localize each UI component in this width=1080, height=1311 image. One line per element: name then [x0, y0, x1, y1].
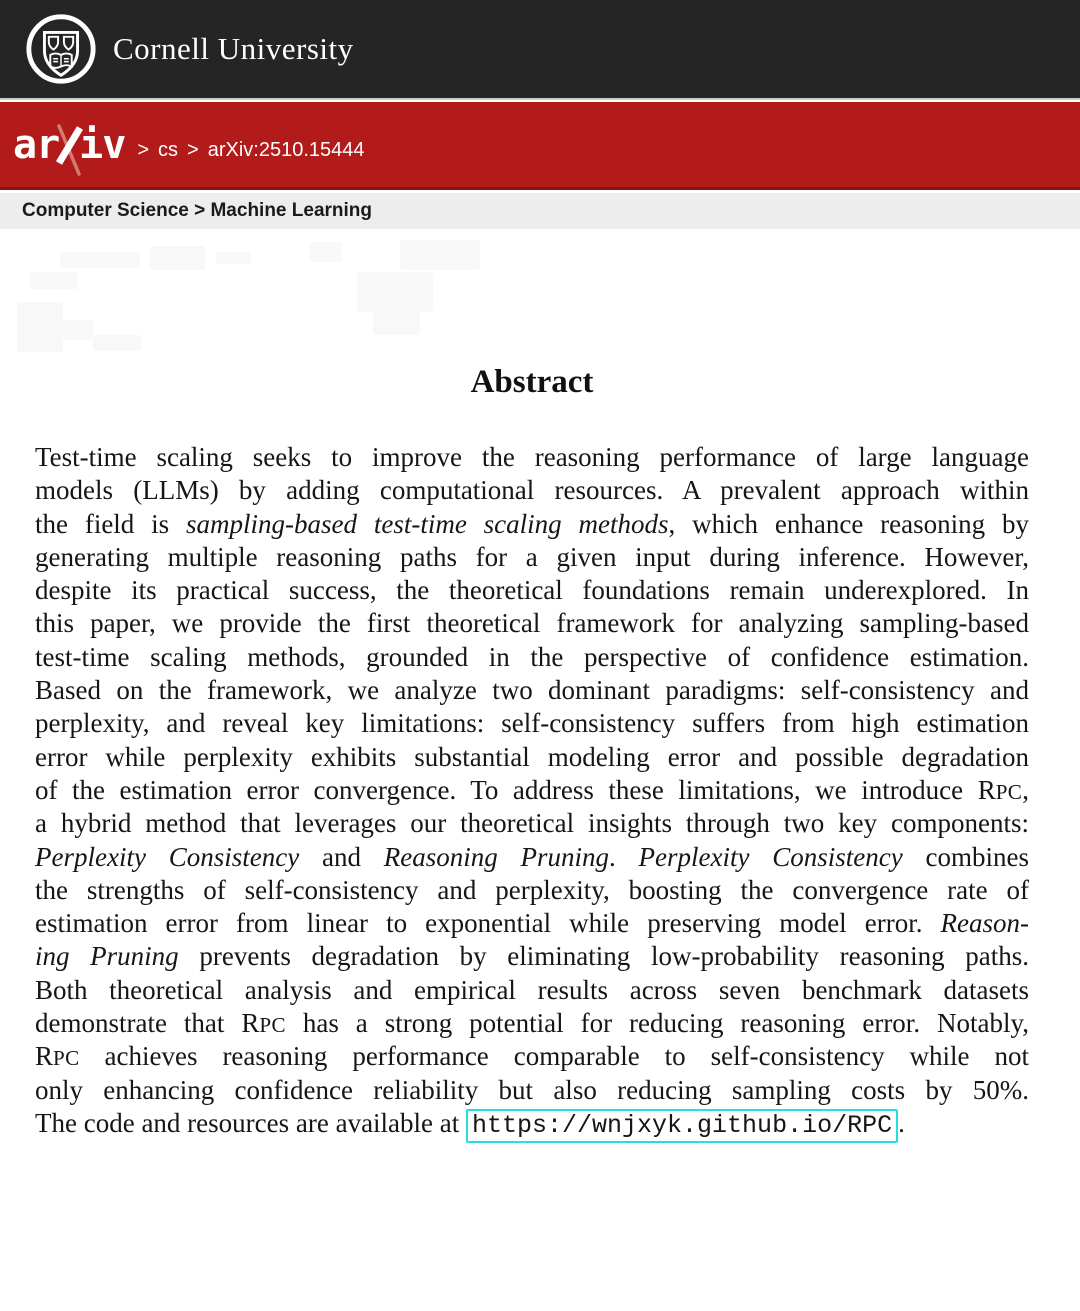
cornell-seal-icon: [24, 12, 98, 86]
subject-breadcrumb-text: Computer Science > Machine Learning: [22, 200, 373, 221]
abstract-text-segment: Both theoretical analysis and empirical results across seven benchmark datasets: [35, 974, 1029, 1005]
abstract-text-segment: R: [241, 1008, 260, 1039]
abstract-line: [35, 641, 1029, 674]
abstract-line: [35, 607, 1029, 640]
abstract-line: [35, 574, 1029, 607]
blurred-text-artifact: [400, 240, 480, 270]
blurred-text-artifact: [30, 272, 78, 289]
abstract-line: [35, 774, 1029, 807]
abstract-text-segment: and: [299, 841, 384, 872]
breadcrumb-cs-link[interactable]: cs: [158, 139, 179, 161]
abstract-text-segment: models (LLMs) by adding computational resources. A prevalent approach within: [35, 475, 1029, 506]
abstract-line: [35, 474, 1029, 507]
abstract-text-segment: sampling-based test-time scaling methods: [186, 508, 669, 539]
blurred-text-artifact: [62, 320, 94, 340]
abstract-text-segment: Reasoning Pruning: [383, 841, 610, 872]
abstract-line: [35, 441, 1029, 474]
abstract-line: [35, 874, 1029, 907]
blurred-text-artifact: [373, 302, 420, 335]
abstract-body: [35, 441, 1029, 1140]
arxiv-logo-text-ar: ar: [13, 121, 60, 168]
abstract-line: [35, 841, 1029, 874]
arxiv-banner: [0, 102, 1080, 190]
abstract-text-segment: has a strong potential for reducing reasoning error. Notably,: [285, 1008, 1029, 1039]
abstract-text-segment: error while perplexity exhibits substantial modeling error and possible degradation: [35, 741, 1029, 772]
abstract-text-segment: generating multiple reasoning paths for a given input during inference. However,: [35, 541, 1029, 572]
blurred-text-artifact: [93, 335, 141, 351]
arxiv-logo-link[interactable]: [13, 117, 125, 173]
abstract-text-segment: test-time scaling methods, grounded in the perspective of confidence estimation.: [35, 641, 1029, 672]
abstract-line: [35, 508, 1029, 541]
abstract-line: [35, 940, 1029, 973]
abstract-text-segment: despite its practical success, the theoretical foundations remain underexplored. In: [35, 575, 1029, 606]
abstract-line: [35, 1007, 1029, 1040]
abstract-text-segment: , which enhance reasoning by: [668, 508, 1029, 539]
abstract-line: [35, 741, 1029, 774]
abstract-line: [35, 674, 1029, 707]
abstract-text-segment: ,: [1022, 774, 1029, 805]
abstract-text-segment: Based on the framework, we analyze two dominant paradigms: self-consistency and: [35, 675, 1029, 706]
abstract-text-segment: achieves reasoning performance comparable to self-consistency while not: [79, 1041, 1029, 1072]
subject-breadcrumb-bar: [0, 193, 1080, 229]
abstract-text-segment: the strengths of self-consistency and perplexity, boosting the convergence rate of: [35, 874, 1029, 905]
abstract-text-segment: the field is: [35, 508, 186, 539]
cornell-university-link[interactable]: Cornell University: [113, 31, 354, 66]
abstract-line: [35, 907, 1029, 940]
arxiv-breadcrumb: [137, 139, 364, 162]
abstract-text-segment: PC: [259, 1013, 286, 1038]
abstract-text-segment: only enhancing confidence reliability but also reducing sampling costs by 50%.: [35, 1074, 1029, 1105]
abstract-text-segment: .: [609, 841, 639, 872]
cornell-header-banner: [0, 0, 1080, 100]
abstract-text-segment: Perplexity Consistency: [638, 841, 903, 872]
abstract-text-segment: PC: [995, 779, 1023, 804]
abstract-line: [35, 707, 1029, 740]
abstract-text-segment: Test-time scaling seeks to improve the reasoning performance of large language: [35, 442, 1029, 472]
abstract-text-segment: a hybrid method that leverages our theoretical insights through two key components:: [35, 808, 1029, 839]
arxiv-logo-text-iv: iv: [79, 121, 126, 168]
abstract-text-segment: The code and resources are available at: [35, 1107, 467, 1138]
abstract-text-segment: PC: [53, 1046, 80, 1071]
breadcrumb-paper-id-link[interactable]: arXiv:2510.15444: [207, 139, 365, 161]
abstract-line: [35, 1040, 1029, 1073]
blurred-text-artifact: [150, 246, 205, 270]
paper-code-link[interactable]: https://wnjxyk.github.io/RPC: [466, 1109, 898, 1143]
abstract-line: [35, 1074, 1029, 1107]
blurred-text-artifact: [17, 302, 63, 352]
abstract-line: [35, 541, 1029, 574]
abstract-text-segment: combines: [902, 841, 1030, 872]
abstract-text-segment: Perplexity Consistency: [35, 841, 300, 872]
abstract-text-segment: of the estimation error convergence. To address these limitations, we introduce: [35, 774, 978, 805]
abstract-text-segment: Reason-: [940, 908, 1029, 939]
abstract-text-segment: R: [977, 774, 996, 805]
abstract-line: [35, 974, 1029, 1007]
abstract-text-segment: estimation error from linear to exponential while preserving model error.: [35, 908, 941, 939]
abstract-line: [35, 807, 1029, 840]
abstract-line: [35, 1107, 1029, 1140]
breadcrumb-separator: >: [187, 139, 199, 161]
abstract-text-segment: perplexity, and reveal key limitations: self-consistency suffers from high estimation: [35, 708, 1029, 739]
cornell-seal-logo[interactable]: [24, 12, 98, 86]
abstract-text-segment: demonstrate that: [35, 1008, 242, 1039]
blurred-text-artifact: [216, 252, 251, 264]
abstract-text-segment: R: [35, 1041, 54, 1072]
abstract-text-segment: ing Pruning: [35, 941, 179, 972]
abstract-text-segment: this paper, we provide the first theoretical framework for analyzing sampling-based: [35, 608, 1029, 639]
breadcrumb-separator: >: [137, 139, 150, 161]
blurred-text-artifact: [60, 252, 140, 268]
abstract-text-segment: prevents degradation by eliminating low-probability reasoning paths.: [178, 941, 1029, 972]
blurred-text-artifact: [310, 242, 342, 262]
arxiv-logo-chi-icon: [55, 123, 83, 179]
abstract-text-segment: .: [898, 1107, 905, 1138]
abstract-heading: Abstract: [470, 364, 594, 400]
